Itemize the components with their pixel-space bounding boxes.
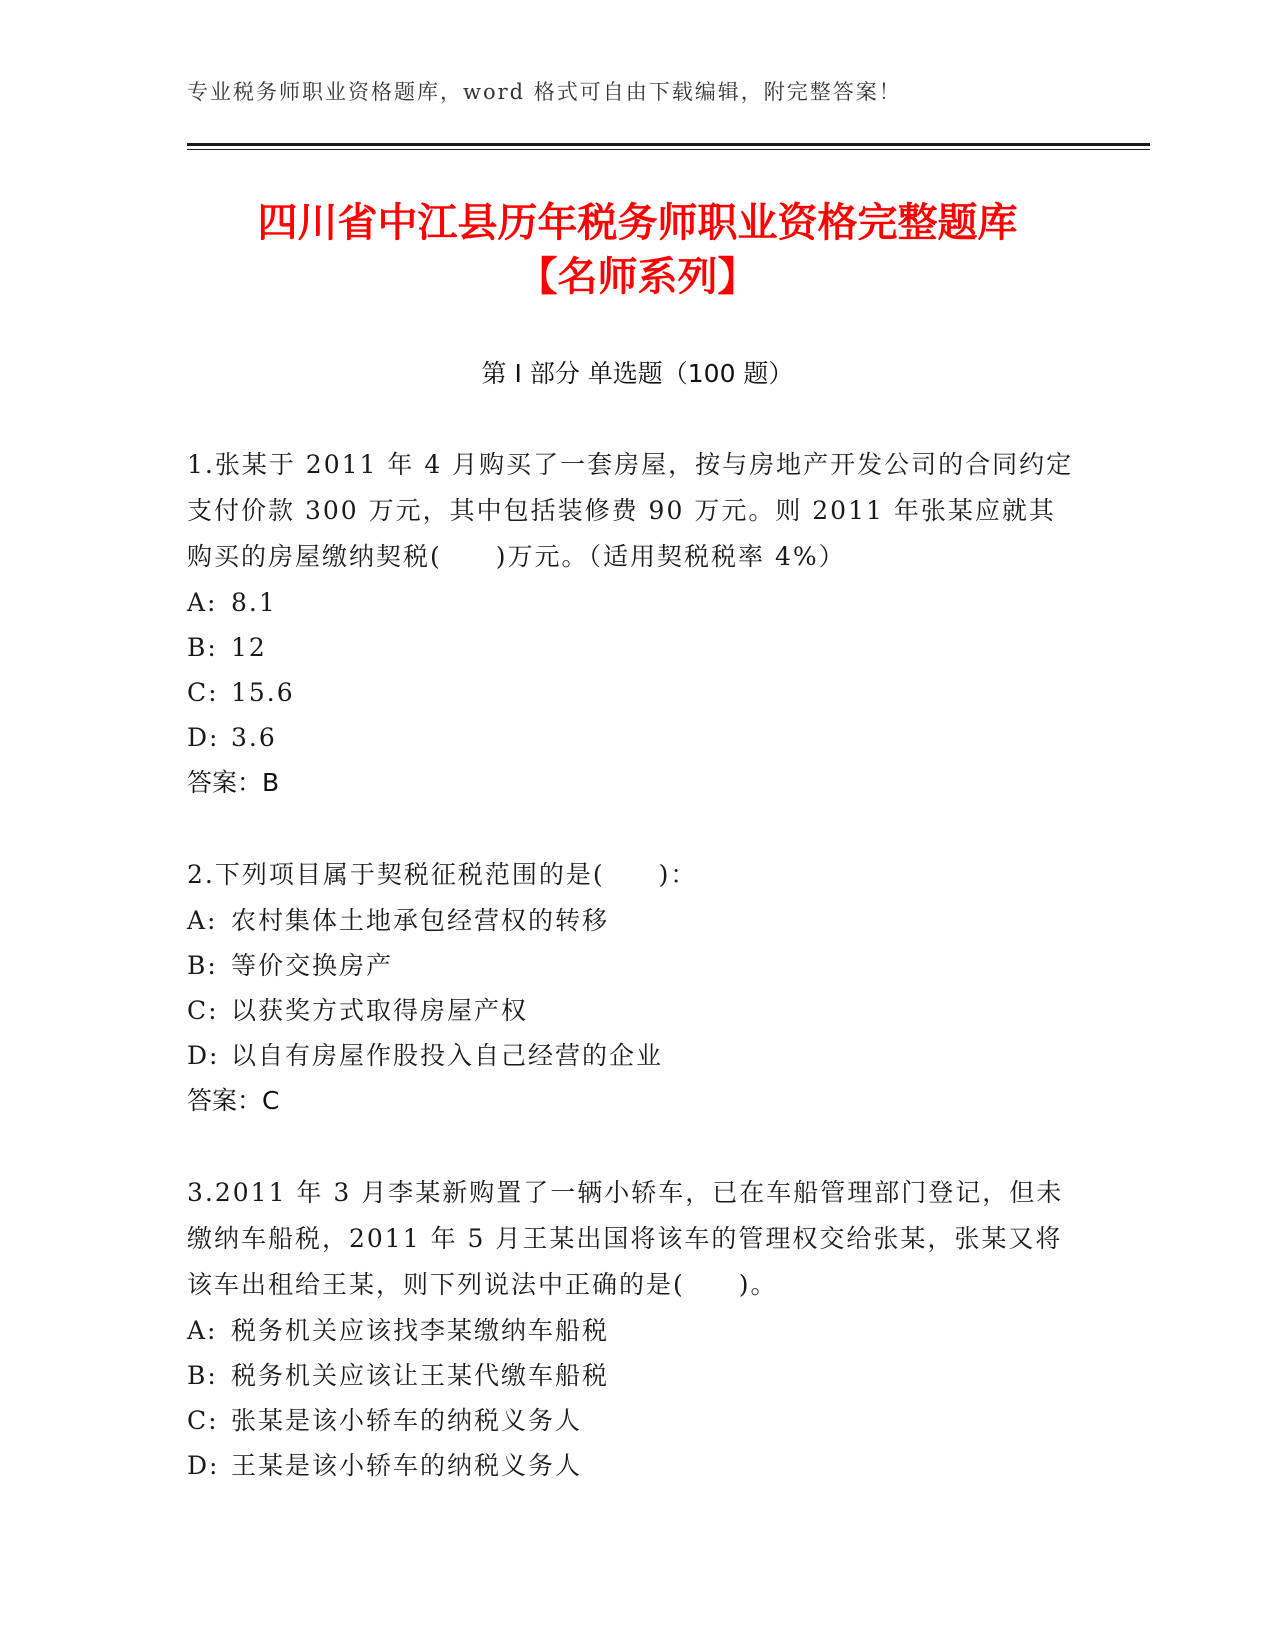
option-d — [187, 715, 1077, 760]
option-text: 3.6 — [231, 723, 277, 752]
option-a — [187, 580, 1077, 625]
option-letter: A: — [187, 1316, 218, 1345]
option-letter: C: — [187, 1406, 219, 1435]
question-1 — [187, 442, 1077, 806]
option-letter: D: — [187, 1041, 220, 1070]
option-d — [187, 1443, 1077, 1488]
question-3 — [187, 1170, 1077, 1488]
option-c — [187, 988, 1077, 1033]
option-a — [187, 898, 1077, 943]
option-c — [187, 670, 1077, 715]
option-c — [187, 1398, 1077, 1443]
option-text: 15.6 — [231, 678, 295, 707]
option-letter: A: — [187, 906, 218, 935]
option-d — [187, 1033, 1077, 1078]
option-b — [187, 943, 1077, 988]
option-text: 等价交换房产 — [231, 951, 394, 980]
answer: 答案：C — [187, 1086, 280, 1115]
option-b — [187, 1353, 1077, 1398]
option-text: 农村集体土地承包经营权的转移 — [231, 906, 610, 935]
option-text: 税务机关应该找李某缴纳车船税 — [231, 1316, 610, 1345]
option-letter: D: — [187, 1451, 220, 1480]
option-text: 12 — [231, 633, 267, 662]
document-title-line-1: 四川省中江县历年税务师职业资格完整题库 — [257, 200, 1018, 246]
document-title-line-2: 【名师系列】 — [517, 254, 758, 300]
document-title — [0, 196, 1275, 304]
question-2 — [187, 852, 1077, 1124]
option-letter: B: — [187, 633, 218, 662]
question-stem: 1.张某于 2011 年 4 月购买了一套房屋，按与房地产开发公司的合同约定支付价款 300 万元，其中包括装修费 90 万元。则 2011 年张某应就其购买的房屋缴纳契税( )万元。（适用契税税率 4%） — [187, 450, 1074, 571]
option-text: 以自有房屋作股投入自己经营的企业 — [231, 1041, 664, 1070]
question-stem: 2.下列项目属于契税征税范围的是( )： — [187, 860, 698, 889]
option-text: 8.1 — [231, 588, 277, 617]
option-letter: C: — [187, 678, 219, 707]
option-a — [187, 1308, 1077, 1353]
option-letter: C: — [187, 996, 219, 1025]
header-rule-thin — [187, 149, 1150, 150]
option-letter: B: — [187, 951, 218, 980]
option-b — [187, 625, 1077, 670]
option-text: 张某是该小轿车的纳税义务人 — [231, 1406, 583, 1435]
option-text: 王某是该小轿车的纳税义务人 — [231, 1451, 583, 1480]
option-letter: B: — [187, 1361, 218, 1390]
question-stem: 3.2011 年 3 月李某新购置了一辆小轿车，已在车船管理部门登记，但未缴纳车船税，2011 年 5 月王某出国将该车的管理权交给张某，张某又将该车出租给王某，则下列说法中正确的是( )。 — [187, 1178, 1064, 1299]
section-title: 第 I 部分 单选题（100 题） — [481, 359, 794, 388]
question-list — [187, 442, 1077, 1534]
option-letter: A: — [187, 588, 218, 617]
option-text: 税务机关应该让王某代缴车船税 — [231, 1361, 610, 1390]
page-header: 专业税务师职业资格题库，word 格式可自由下载编辑，附完整答案！ — [187, 80, 902, 104]
option-letter: D: — [187, 723, 220, 752]
header-rule-thick — [187, 143, 1150, 146]
option-text: 以获奖方式取得房屋产权 — [231, 996, 529, 1025]
answer: 答案：B — [187, 768, 280, 797]
